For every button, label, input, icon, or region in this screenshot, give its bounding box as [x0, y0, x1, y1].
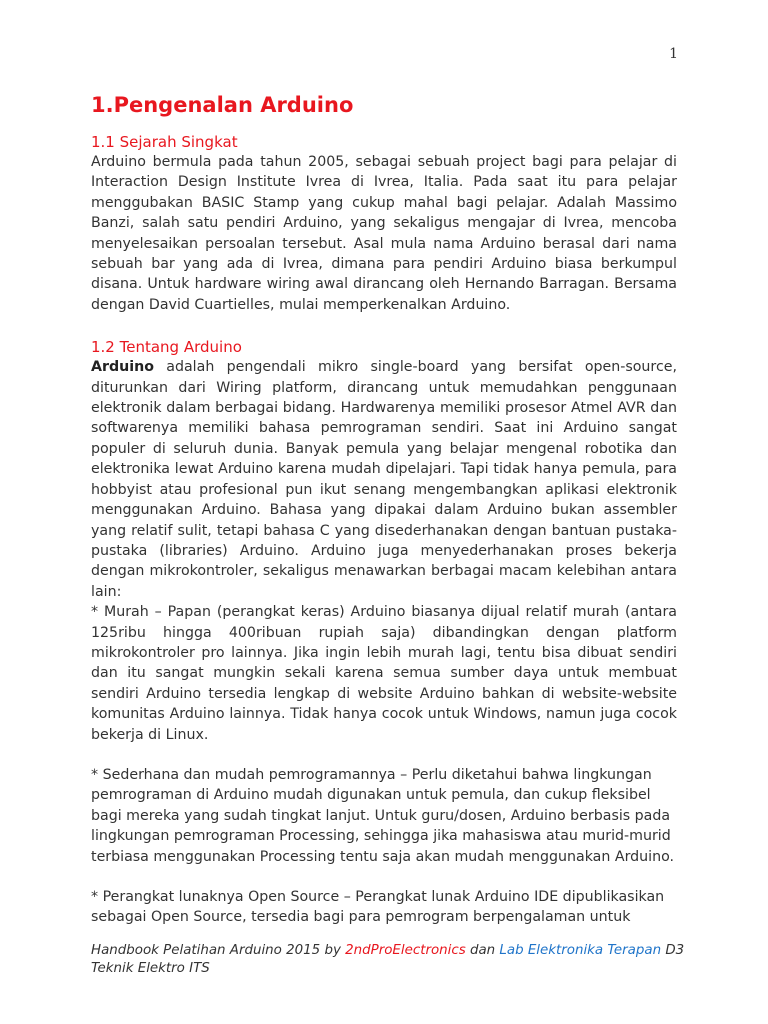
page-number: 1: [669, 46, 678, 62]
footer-lab-name: Lab Elektronika Terapan: [499, 943, 662, 958]
page-content: [91, 90, 677, 928]
page-footer: [91, 942, 691, 978]
section-heading-sejarah: 1.1 Sejarah Singkat: [91, 133, 238, 151]
footer-brand-2ndproelectronics: 2ndProElectronics: [345, 943, 466, 958]
paragraph-tentang-text: adalah pengendali mikro single-board yang bersifat open-source, diturunkan dari Wiring platform, dirancang untuk memudahkan penggunaan elektronik dalam berbagai bidang. Hardwarenya memiliki prosesor Atmel AVR dan softwarenya memiliki bahasa pemrograman sendiri. Saat ini Arduino sangat populer di seluruh dunia. Banyak pemula yang belajar mengenal robotika dan elektronika lewat Arduino karena mudah dipelajari. Tapi tidak hanya pemula, para hobbyist atau profesional pun ikut senang mengembangkan aplikasi elektronik menggunakan Arduino. Bahasa yang dipakai dalam Arduino bukan assembler yang relatif sulit, tetapi bahasa C yang disederhanakan dengan bantuan pustaka-pustaka (libraries) Arduino. Arduino juga menyederhanakan proses bekerja dengan mikrokontroler, sekaligus menawarkan berbagai macam kelebihan antara lain:: [91, 359, 677, 600]
bullet-sederhana: * Sederhana dan mudah pemrogramannya – Perlu diketahui bahwa lingkungan pemrograman di Arduino mudah digunakan untuk pemula, dan cukup fleksibel bagi mereka yang sudah tingkat lanjut. Untuk guru/dosen, Arduino berbasis pada lingkungan pemrograman Processing, sehingga jika mahasiswa atau murid-murid terbiasa menggunakan Processing tentu saja akan mudah menggunakan Arduino.: [91, 766, 675, 865]
footer-text-2: dan: [465, 943, 500, 958]
section-heading-tentang: 1.2 Tentang Arduino: [91, 338, 242, 357]
bullet-open-source: * Perangkat lunaknya Open Source – Perangkat lunak Arduino IDE dipublikasikan sebagai Open Source, tersedia bagi para pemrogram berpengalaman untuk: [91, 889, 665, 926]
bullet-murah: * Murah – Papan (perangkat keras) Arduino biasanya dijual relatif murah (antara 125ribu hingga 400ribuan rupiah saja) dibandingkan dengan platform mikrokontroler pro lainnya. Jika ingin lebih murah lagi, tentu bisa dibuat sendiri dan itu sangat mungkin sekali karena semua sumber daya untuk membuat sendiri Arduino tersedia lengkap di website Arduino bahkan di website-website komunitas Arduino lainnya. Tidak hanya cocok untuk Windows, namun juga cocok bekerja di Linux.: [91, 604, 677, 743]
paragraph-tentang: [91, 357, 677, 602]
chapter-title: 1.Pengenalan Arduino: [91, 93, 354, 117]
footer-text-1: Handbook Pelatihan Arduino 2015 by: [91, 943, 346, 958]
paragraph-sejarah: Arduino bermula pada tahun 2005, sebagai sebuah project bagi para pelajar di Interaction Design Institute Ivrea di Ivrea, Italia. Pada saat itu para pelajar menggubakan BASIC Stamp yang cukup mahal bagi pelajar. Adalah Massimo Banzi, salah satu pendiri Arduino, yang sekaligus mengajar di Ivrea, mencoba menyelesaikan persoalan tersebut. Asal mula nama Arduino berasal dari nama sebuah bar yang ada di Ivrea, dimana para pendiri Arduino biasa berkumpul disana. Untuk hardware wiring awal dirancang oleh Hernando Barragan. Bersama dengan David Cuartielles, mulai memperkenalkan Arduino.: [91, 154, 677, 313]
footer-text-3: D3 Teknik Elektro ITS: [91, 943, 685, 976]
bold-term-arduino: Arduino: [91, 359, 154, 376]
